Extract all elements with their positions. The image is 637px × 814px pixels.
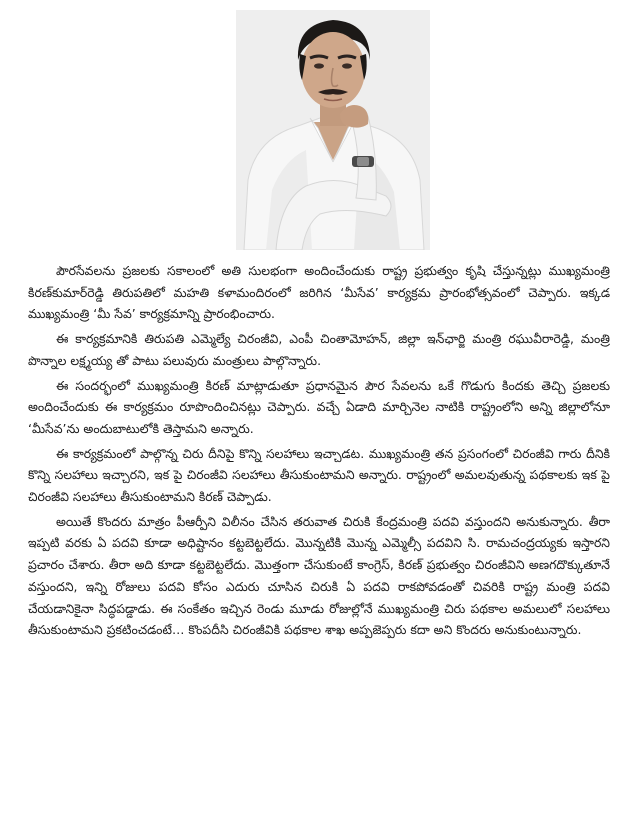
portrait-illustration xyxy=(236,10,430,250)
article-paragraph: ఈ కార్యక్రమానికి తిరుపతి ఎమ్మెల్యే చిరంజీవి, ఎంపీ చింతామోహన్, జిల్లా ఇన్‌ఛార్జి మంత్రి రఘువీరారెడ్డి, మంత్రి పొన్నాల లక్ష్మయ్య తో పాటు పలువురు మంత్రులు పాల్గొన్నారు. xyxy=(28,331,610,368)
article-paragraph: ఈ కార్యక్రమంలో పాల్గొన్న చిరు దీనిపై కొన్ని సలహాలు ఇచ్చాడట. ముఖ్యమంత్రి తన ప్రసంగంలో చిరంజీవి గారు దీనికి కొన్ని సలహాలు ఇచ్చారని, ఇక పై చిరంజీవి సలహాలు తీసుకుంటామని అన్నారు. రాష్ట్రంలో అమలవుతున్న పథకాలకు ఇక పై చిరంజీవి సలహాలు తీసుకుంటామని కిరణ్ చెప్పాడు. xyxy=(28,445,610,505)
article-paragraph: ఈ సందర్భంలో ముఖ్యమంత్రి కిరణ్ మాట్లాడుతూ ప్రధానమైన పౌర సేవలను ఒకే గొడుగు కిందకు తెచ్చి ప్రజలకు అందించేందుకు ఈ కార్యక్రమం రూపొందించినట్లు చెప్పారు. వచ్చే ఏడాది మార్చినెల నాటికి రాష్ట్రంలోని అన్ని జిల్లాలోనూ ‘మీసేవ’ను అందుబాటులోకి తెస్తామని అన్నారు. xyxy=(28,377,610,436)
article-body xyxy=(28,260,610,644)
portrait-photo xyxy=(236,10,430,250)
article-paragraph: అయితే కొందరు మాత్రం పీఆర్పీని విలీనం చేసిన తరువాత చిరుకి కేంద్రమంత్రి పదవి వస్తుందని అనుకున్నారు. తీరా ఇప్పటి వరకు ఏ పదవి కూడా అధిష్టానం కట్టబెట్టలేదు. మొన్నటికి మొన్న ఎమ్మెల్సీ పదవిని సి. రామచంద్రయ్యకు ఇస్తారని ప్రచారం చేశారు. తీరా అది కూడా కట్టబెట్టలేదు. మొత్తంగా చేసుకుంటే కాంగ్రెస్, కిరణ్ ప్రభుత్వం చిరంజీవిని అణగదొక్కుతూనే వస్తుందని, ఇన్ని రోజులు పదవి కోసం ఎదురు చూసిన చిరుకి ఏ పదవి రాకపోవడంతో చివరికి రాష్ట్ర మంత్రి పదవి చేయడానికైనా సిద్ధపడ్డాడు. ఈ సంకేతం ఇచ్చిన రెండు మూడు రోజుల్లోనే ముఖ్యమంత్రి చిరు పథకాల అమలులో సలహాలు తీసుకుంటామని ప్రకటించడంటే… కొంపదీసి చిరంజీవికి పథకాల శాఖ అప్పజెప్పరు కదా అని కొందరు అనుకుంటున్నారు. xyxy=(28,513,610,638)
article-paragraph: పౌరసేవలను ప్రజలకు సకాలంలో అతి సులభంగా అందించేందుకు రాష్ట్ర ప్రభుత్వం కృషి చేస్తున్నట్లు ముఖ్యమంత్రి కిరణ్‌కుమార్‌రెడ్డి తిరుపతిలో మహతి కళామందిరంలో జరిగిన ‘మీసేవ’ కార్యక్రమ ప్రారంభోత్సవంలో చెప్పారు. ఇక్కడ ముఖ్యమంత్రి ‘మీ సేవ’ కార్యక్రమాన్ని ప్రారంభించారు. xyxy=(28,263,611,322)
